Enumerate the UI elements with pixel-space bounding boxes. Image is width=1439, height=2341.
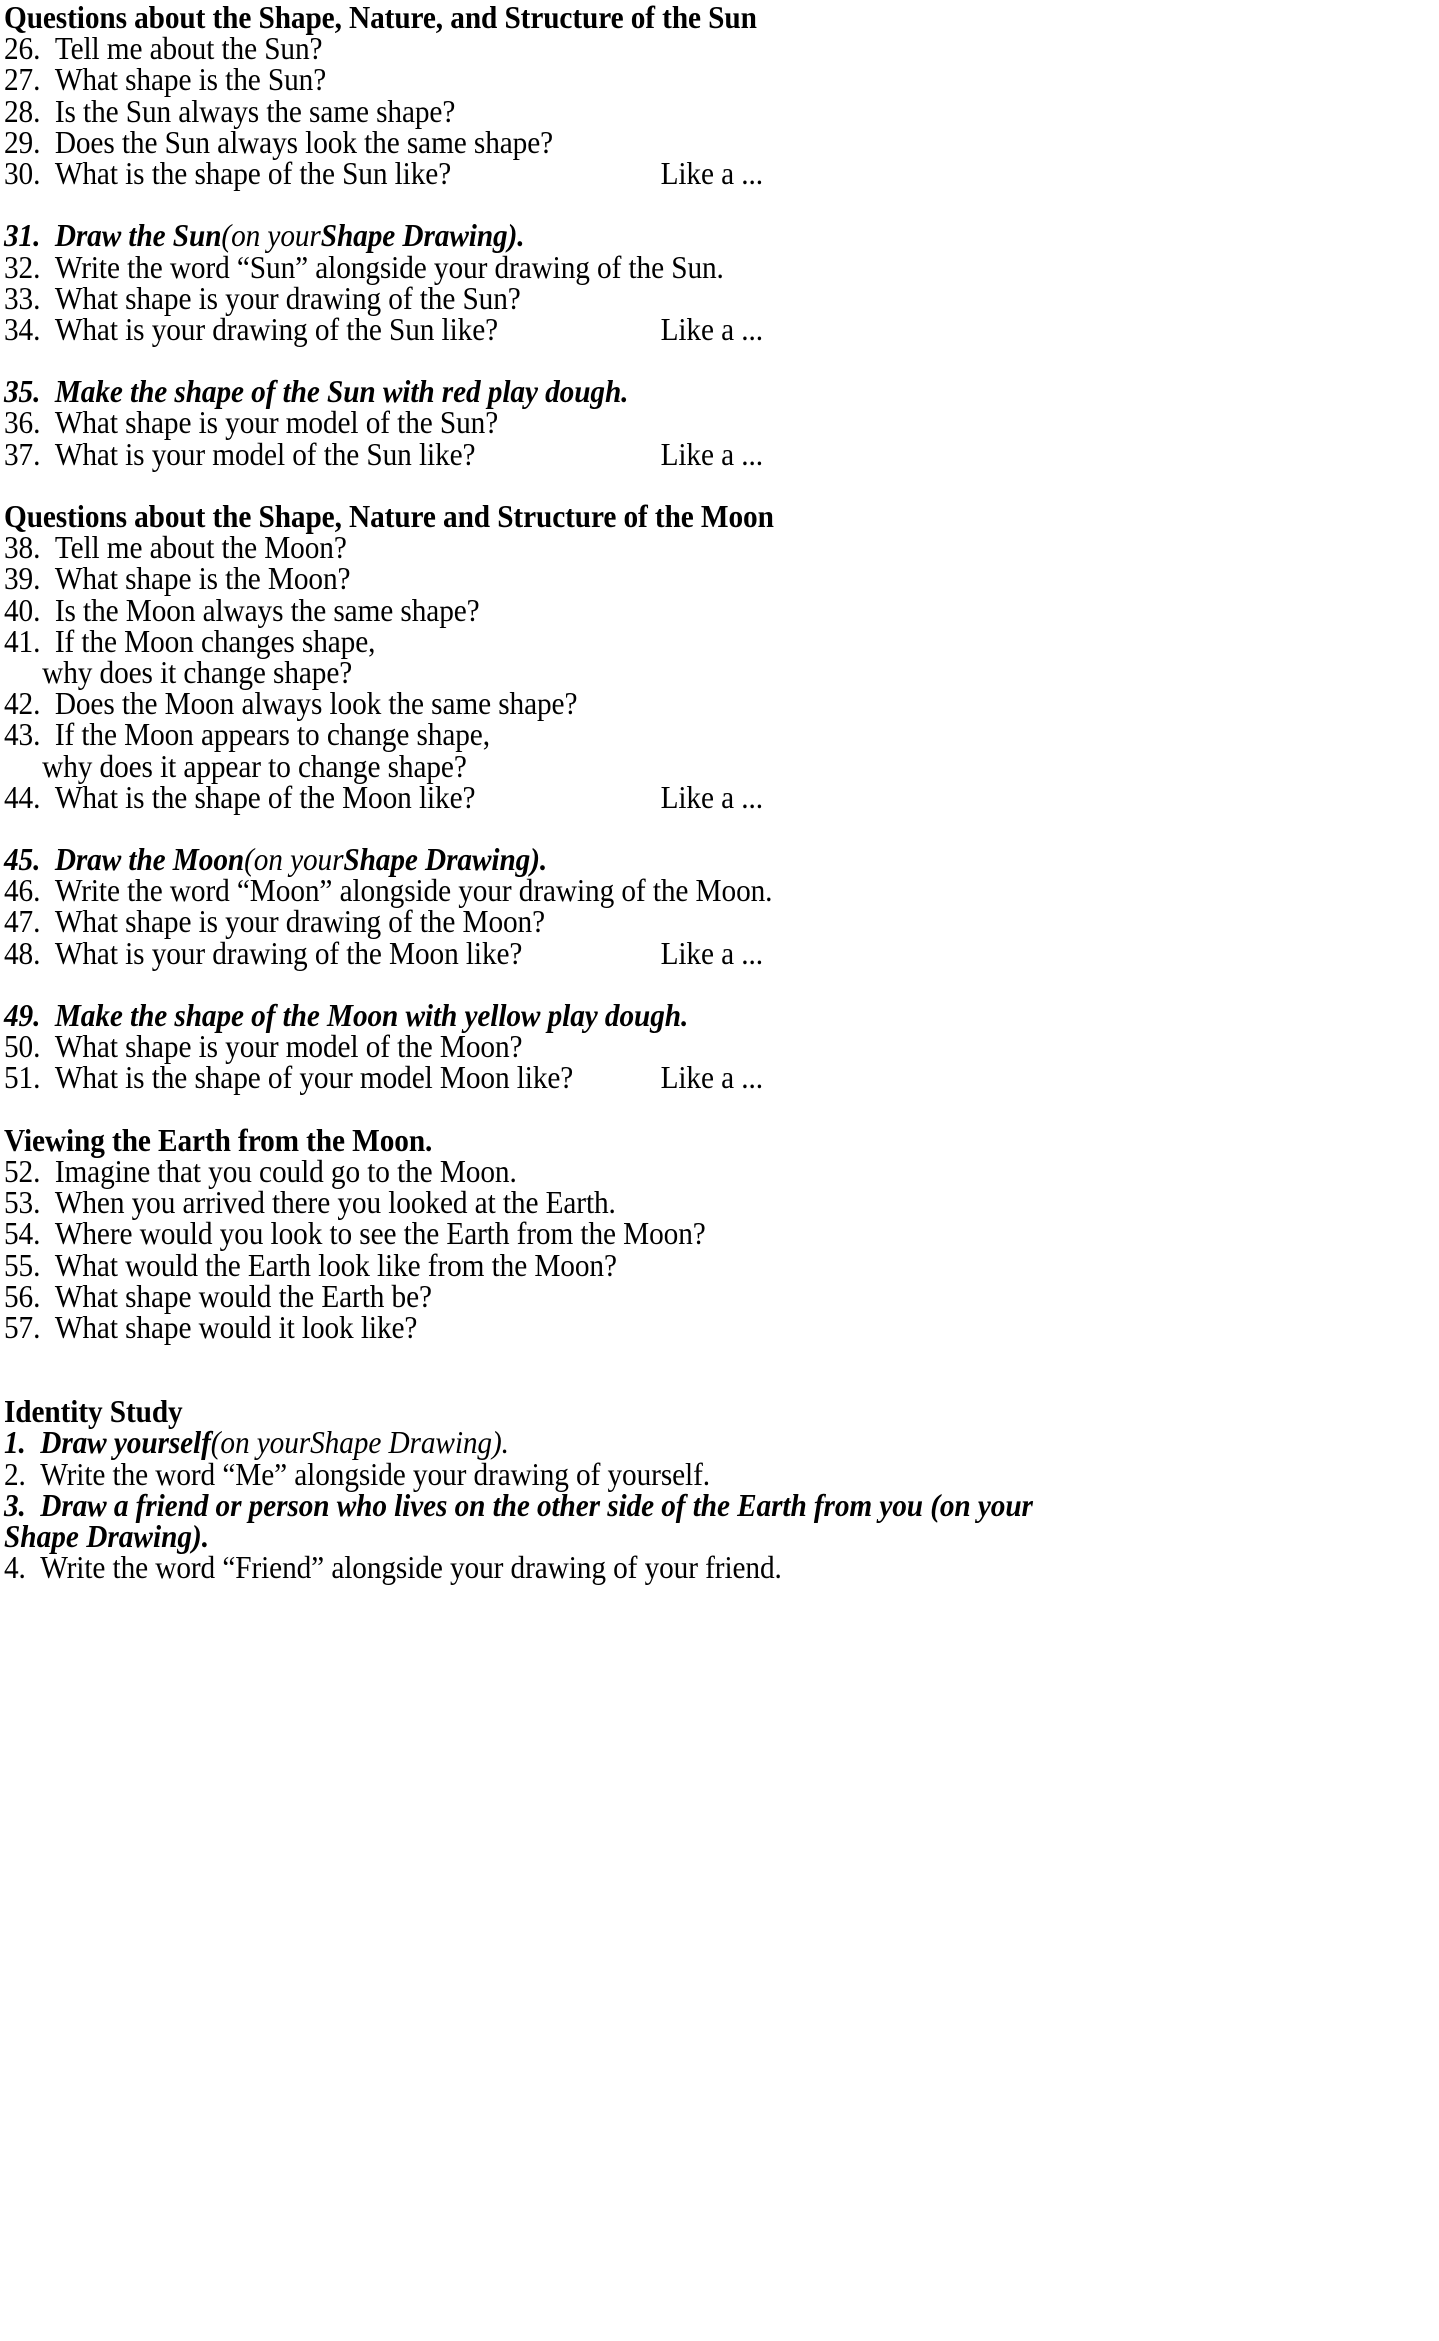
- instruction-item: [4, 1425, 1334, 1461]
- question-number: 46.: [4, 873, 48, 909]
- section-heading-sun: Questions about the Shape, Nature, and Structure of the Sun: [4, 0, 757, 35]
- question-text: Is the Moon always the same shape?: [54, 592, 480, 628]
- question-text: If the Moon appears to change shape,: [54, 717, 490, 753]
- question-number: 37.: [4, 436, 48, 472]
- instruction-text: Make the shape of the Moon with yellow play dough.: [54, 998, 689, 1033]
- instruction-number: 1.: [4, 1425, 34, 1461]
- question-text: When you arrived there you looked at the Earth.: [54, 1185, 616, 1221]
- question-item: [4, 686, 1334, 722]
- question-number: 51.: [4, 1060, 48, 1096]
- question-number: 56.: [4, 1278, 48, 1314]
- question-number: 42.: [4, 686, 48, 722]
- paragraph-gap: [4, 1094, 1434, 1125]
- question-number: 29.: [4, 124, 48, 160]
- question-number: 38.: [4, 530, 48, 566]
- question-text: What shape would it look like?: [54, 1309, 418, 1345]
- question-item: [4, 1216, 1334, 1252]
- question-number: 44.: [4, 779, 48, 815]
- section-heading-identity-study: Identity Study: [4, 1394, 183, 1430]
- question-text: What is your drawing of the Moon like?: [54, 935, 523, 971]
- instruction-text: Draw a friend or person who lives on the other side of the Earth from you (on your: [40, 1487, 1033, 1523]
- question-item: [4, 1309, 1334, 1345]
- question-item: [4, 405, 1334, 441]
- paragraph-gap: [4, 813, 1434, 844]
- question-item: [4, 124, 1334, 160]
- response-prompt: Like a ...: [660, 1060, 763, 1096]
- question-number: 40.: [4, 592, 48, 628]
- question-text: Does the Sun always look the same shape?: [54, 124, 554, 160]
- paragraph-gap: [4, 969, 1434, 1000]
- question-text: What is the shape of your model Moon like?: [54, 1060, 574, 1096]
- response-prompt: Like a ...: [660, 935, 763, 971]
- instruction-text: Draw yourself: [40, 1425, 211, 1461]
- question-number: 52.: [4, 1153, 48, 1189]
- instruction-number: 49.: [4, 998, 48, 1033]
- question-number: 26.: [4, 31, 48, 67]
- instruction-item: [4, 842, 1334, 878]
- question-item: [4, 623, 1334, 659]
- instruction-text: Draw the Sun: [54, 218, 222, 254]
- question-text: Tell me about the Moon?: [54, 530, 347, 566]
- question-text: What shape is your drawing of the Moon?: [54, 904, 546, 940]
- question-continuation: why does it appear to change shape?: [42, 748, 467, 784]
- question-number: 36.: [4, 405, 48, 441]
- question-text: If the Moon changes shape,: [54, 623, 376, 659]
- question-item: [4, 1550, 1334, 1586]
- question-number: 2.: [4, 1456, 34, 1492]
- instruction-item: [4, 1000, 1334, 1031]
- instruction-text-italic: (on your: [244, 842, 344, 878]
- question-number: 27.: [4, 62, 48, 98]
- question-item: [4, 1247, 1334, 1283]
- question-continuation: why does it change shape?: [42, 654, 353, 690]
- question-item: [4, 561, 1334, 597]
- instruction-item: [4, 374, 1334, 410]
- question-text: What shape is your model of the Sun?: [54, 405, 499, 441]
- question-item: [4, 249, 1334, 285]
- instruction-text: Make the shape of the Sun with red play dough.: [54, 374, 629, 410]
- question-item: [4, 280, 1334, 316]
- question-number: 33.: [4, 280, 48, 316]
- question-item: [4, 93, 1334, 129]
- question-item: [4, 1060, 1334, 1096]
- response-prompt: Like a ...: [660, 155, 763, 191]
- question-text: What shape is the Moon?: [54, 561, 351, 597]
- instruction-item: [4, 218, 1334, 254]
- question-text: Is the Sun always the same shape?: [54, 93, 456, 129]
- paragraph-gap: [4, 470, 1434, 501]
- question-number: 34.: [4, 311, 48, 347]
- question-number: 28.: [4, 93, 48, 129]
- question-text: What shape is your model of the Moon?: [54, 1029, 523, 1065]
- question-item: [4, 873, 1334, 909]
- question-number: 30.: [4, 155, 48, 191]
- instruction-number: 31.: [4, 218, 48, 254]
- paragraph-gap-small: [4, 1374, 1434, 1396]
- section-heading-moon: Questions about the Shape, Nature and Structure of the Moon: [4, 499, 774, 534]
- question-text: What is the shape of the Moon like?: [54, 779, 476, 815]
- question-number: 47.: [4, 904, 48, 940]
- question-text: Write the word “Moon” alongside your drawing of the Moon.: [54, 873, 773, 909]
- question-number: 43.: [4, 717, 48, 753]
- response-prompt: Like a ...: [660, 779, 763, 815]
- question-number: 32.: [4, 249, 48, 285]
- question-item: [4, 530, 1334, 566]
- question-item: [4, 935, 1334, 971]
- question-text: What is your drawing of the Sun like?: [54, 311, 499, 347]
- response-prompt: Like a ...: [660, 311, 763, 347]
- question-item: [4, 592, 1334, 628]
- instruction-continuation: Shape Drawing).: [4, 1519, 210, 1554]
- question-text: What is the shape of the Sun like?: [54, 155, 452, 191]
- question-item: [4, 31, 1334, 67]
- paragraph-gap: [4, 1343, 1434, 1374]
- question-item: [4, 62, 1334, 98]
- question-item: [4, 1029, 1334, 1065]
- question-text: Does the Moon always look the same shape?: [54, 686, 578, 722]
- question-number: 4.: [4, 1550, 34, 1586]
- question-item: [4, 779, 1334, 815]
- question-text: What shape would the Earth be?: [54, 1278, 432, 1314]
- question-number: 50.: [4, 1029, 48, 1065]
- instruction-number: 45.: [4, 842, 48, 878]
- document-body: [4, 0, 1434, 1586]
- section-heading-viewing-earth: Viewing the Earth from the Moon.: [4, 1122, 433, 1158]
- question-text: Write the word “Sun” alongside your drawing of the Sun.: [54, 249, 724, 285]
- question-text: Where would you look to see the Earth from the Moon?: [54, 1216, 706, 1252]
- question-item: [4, 436, 1334, 472]
- instruction-text: Draw the Moon: [54, 842, 245, 878]
- instruction-number: 3.: [4, 1487, 34, 1523]
- question-number: 39.: [4, 561, 48, 597]
- response-prompt: Like a ...: [660, 436, 763, 472]
- paragraph-gap: [4, 189, 1434, 220]
- instruction-text-italic: (on your: [210, 1425, 311, 1461]
- instruction-number: 35.: [4, 374, 48, 410]
- question-number: 53.: [4, 1185, 48, 1221]
- instruction-text-end: Shape Drawing).: [310, 1425, 509, 1461]
- instruction-text-end: Shape Drawing).: [343, 842, 548, 878]
- question-text: Imagine that you could go to the Moon.: [54, 1153, 517, 1189]
- instruction-text-italic: (on your: [221, 218, 321, 254]
- question-text: What is your model of the Sun like?: [54, 436, 476, 472]
- question-item: [4, 904, 1334, 940]
- instruction-item: [4, 1487, 1334, 1523]
- question-item: [4, 155, 1334, 191]
- question-item: [4, 1456, 1334, 1492]
- question-item: [4, 1185, 1334, 1221]
- question-item: [4, 311, 1334, 347]
- question-number: 48.: [4, 935, 48, 971]
- instruction-text-end: Shape Drawing).: [320, 218, 525, 254]
- question-text: Tell me about the Sun?: [54, 31, 323, 67]
- question-text: Write the word “Friend” alongside your drawing of your friend.: [40, 1550, 782, 1586]
- question-item: [4, 1153, 1334, 1189]
- question-text: What would the Earth look like from the Moon?: [54, 1247, 617, 1283]
- question-item: [4, 1278, 1334, 1314]
- question-text: Write the word “Me” alongside your drawing of yourself.: [40, 1456, 710, 1492]
- paragraph-gap: [4, 345, 1434, 376]
- question-number: 55.: [4, 1247, 48, 1283]
- question-item: [4, 717, 1334, 753]
- question-number: 41.: [4, 623, 48, 659]
- question-number: 54.: [4, 1216, 48, 1252]
- question-text: What shape is your drawing of the Sun?: [54, 280, 521, 316]
- question-number: 57.: [4, 1309, 48, 1345]
- question-text: What shape is the Sun?: [54, 62, 327, 98]
